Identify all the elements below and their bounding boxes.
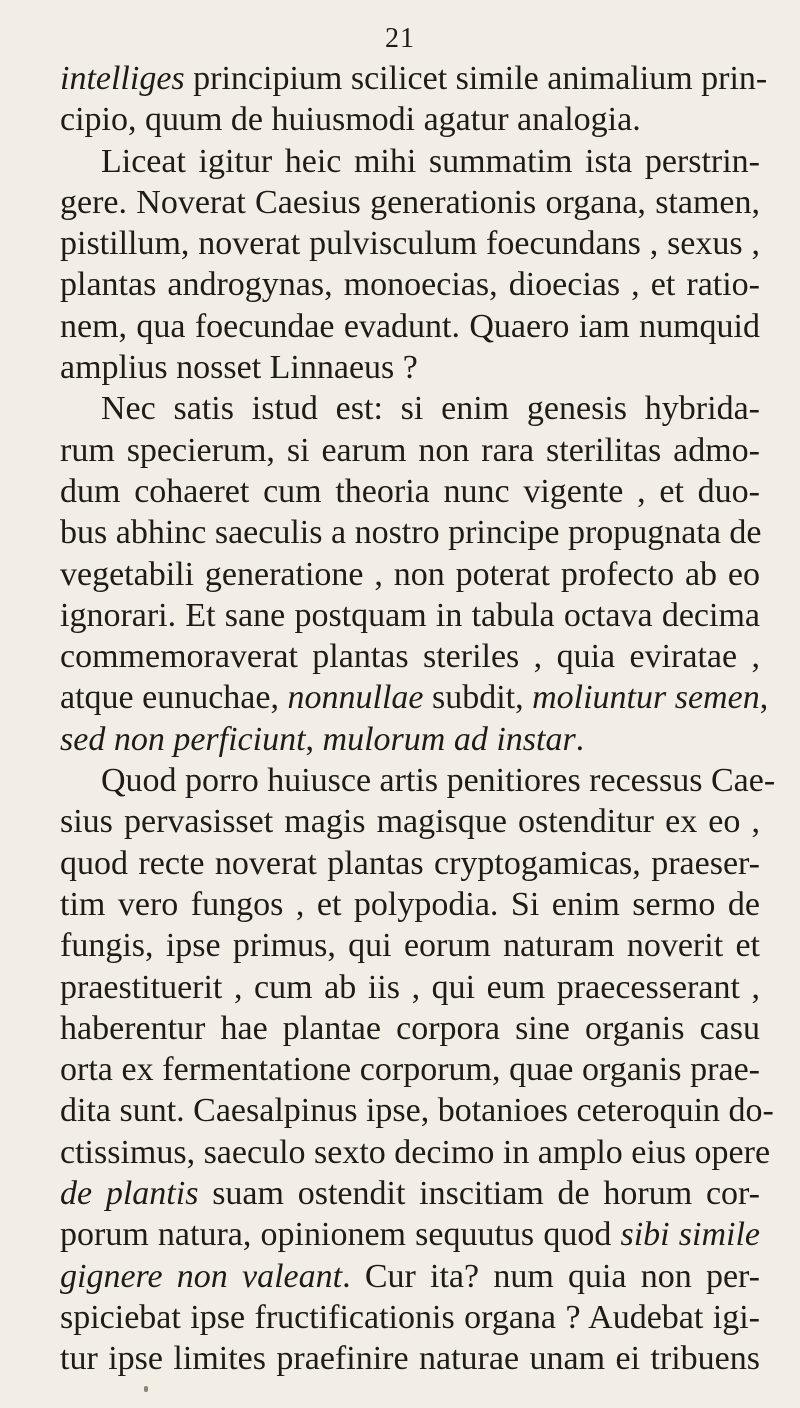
text-run: . Cur ita? num quia non per-: [342, 1257, 760, 1295]
text-run: tim vero fungos , et polypodia. Si enim sermo de: [60, 885, 760, 923]
italic-text: moliuntur semen: [532, 679, 760, 717]
text-run: orta ex fermentatione corporum, quae organis prae-: [60, 1051, 760, 1089]
text-run: cipio, quum de huiusmodi agatur analogia.: [60, 101, 641, 139]
text-line: [60, 141, 760, 182]
print-speck: [144, 1386, 148, 1392]
text-line: [60, 1256, 760, 1297]
text-line: [60, 430, 760, 471]
text-line: [60, 884, 760, 925]
text-run: pistillum, noverat pulvisculum foecundans , sexus ,: [60, 225, 760, 263]
italic-text: sibi simile: [620, 1216, 760, 1254]
text-run: ignorari. Et sane postquam in tabula octava decima: [60, 596, 760, 634]
text-line: [60, 801, 760, 842]
text-run: bus abhinc saeculis a nostro principe propugnata de: [60, 514, 762, 552]
text-run: Nec satis istud est: si enim genesis hybrida-: [101, 390, 760, 428]
text-line: [60, 58, 768, 99]
text-run: spiciebat ipse fructificationis organa ? Audebat igi-: [60, 1298, 760, 1336]
text-line: [60, 636, 760, 677]
text-run: quod recte noverat plantas cryptogamicas, praeser-: [60, 844, 760, 882]
text-run: subdit,: [423, 679, 533, 717]
text-line: [60, 99, 760, 140]
italic-text: intelliges: [60, 60, 185, 97]
text-line: [60, 264, 760, 305]
text-line: [60, 182, 760, 223]
text-line: [60, 843, 760, 884]
text-line: [60, 554, 760, 595]
text-line: [60, 719, 760, 760]
text-line: [60, 1173, 760, 1214]
text-line: [60, 1214, 760, 1255]
text-line: [60, 388, 760, 429]
text-line: [60, 223, 760, 264]
text-line: [60, 347, 760, 388]
text-line: [60, 595, 760, 636]
text-run: vegetabili generatione , non poterat profecto ab eo: [60, 555, 760, 593]
page-number: 21: [385, 23, 415, 54]
text-run: .: [575, 720, 585, 758]
text-run: suam ostendit inscitiam de horum cor-: [198, 1175, 760, 1213]
text-run: praestituerit , cum ab iis , qui eum praecesserant ,: [60, 968, 760, 1006]
text-run: Quod porro huiusce artis penitiores recessus Cae-: [101, 762, 776, 800]
text-run: ,: [759, 679, 769, 717]
text-line: [60, 1338, 760, 1379]
text-run: nem, qua foecundae evadunt. Quaero iam numquid: [60, 307, 760, 345]
text-run: gere. Noverat Caesius generationis organa, stamen,: [60, 183, 760, 221]
text-run: fungis, ipse primus, qui eorum naturam noverit et: [60, 927, 760, 965]
italic-text: nonnullae: [287, 679, 424, 717]
text-line: [60, 1297, 760, 1338]
text-line: [60, 925, 760, 966]
text-run: dita sunt. Caesalpinus ipse, botanioes ceteroquin do-: [60, 1092, 774, 1130]
text-line: [60, 471, 760, 512]
text-line: [60, 1090, 774, 1131]
text-run: dum cohaeret cum theoria nunc vigente , et duo-: [60, 472, 760, 510]
text-line: [60, 967, 760, 1008]
text-run: principium scilicet simile animalium prin-: [184, 60, 768, 97]
text-line: [60, 1132, 771, 1173]
text-run: atque eunuchae,: [60, 679, 288, 717]
text-line: [60, 1008, 760, 1049]
text-line: [60, 677, 769, 718]
text-run: tur ipse limites praefinire naturae unam ei tribuens: [60, 1340, 760, 1378]
italic-text: sed non perficiunt: [60, 720, 306, 758]
text-line: [60, 306, 760, 347]
text-run: haberentur hae plantae corpora sine organis casu: [60, 1009, 760, 1047]
text-line: [60, 512, 760, 553]
text-run: sius pervasisset magis magisque ostenditur ex eo ,: [60, 803, 760, 841]
text-run: ,: [305, 720, 323, 758]
text-line: [60, 760, 776, 801]
italic-text: gignere non valeant: [60, 1257, 343, 1295]
text-run: ctissimus, saeculo sexto decimo in amplo eius opere: [60, 1133, 771, 1171]
text-run: Liceat igitur heic mihi summatim ista perstrin-: [101, 142, 760, 180]
text-run: porum natura, opinionem sequutus quod: [60, 1216, 621, 1254]
italic-text: mulorum ad instar: [322, 720, 576, 758]
text-run: amplius nosset Linnaeus ?: [60, 349, 418, 387]
text-run: rum specierum, si earum non rara sterilitas admo-: [60, 431, 760, 469]
text-run: plantas androgynas, monoecias, dioecias , et ratio-: [60, 266, 760, 304]
italic-text: de plantis: [60, 1175, 199, 1213]
body-text: [60, 58, 776, 1380]
text-line: [60, 1049, 760, 1090]
text-run: commemoraverat plantas steriles , quia eviratae ,: [60, 638, 760, 676]
